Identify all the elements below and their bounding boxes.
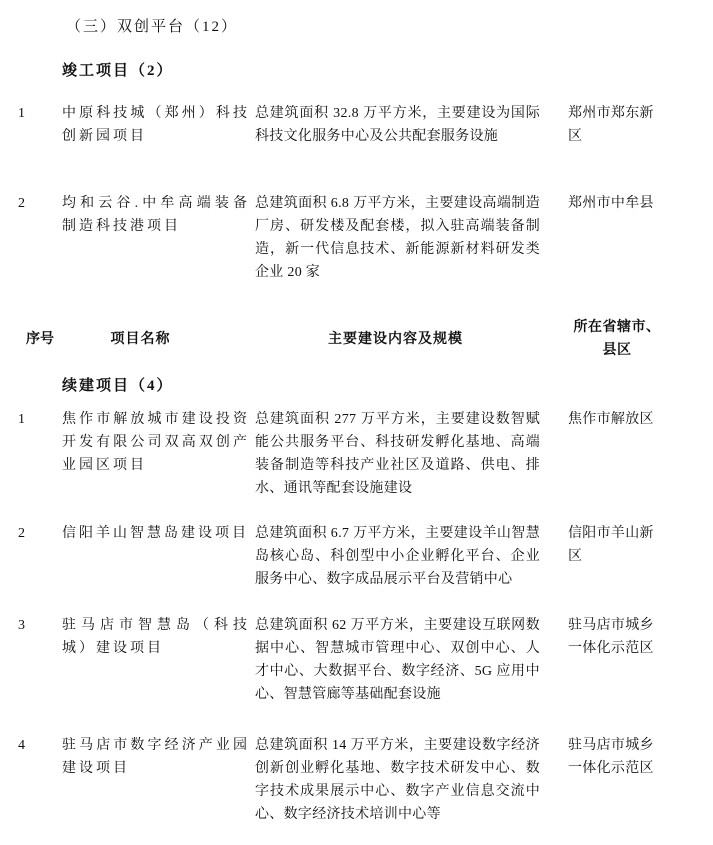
row-index: 4 — [18, 738, 25, 753]
header-location-line2: 县区 — [602, 343, 632, 358]
table-row — [18, 734, 713, 826]
project-content: 总建筑面积 6.7 万平方米，主要建设羊山智慧岛核心岛、科创型中小企业孵化平台、企业服务中心、数字成品展示平台及营销中心 — [255, 526, 540, 587]
table-row — [18, 614, 713, 706]
project-name: 驻马店市数字经济产业园建设项目 — [62, 738, 250, 776]
completed-projects-heading: 竣工项目（2） — [62, 63, 174, 79]
table-row — [18, 522, 713, 591]
project-content: 总建筑面积 62 万平方米，主要建设互联网数据中心、智慧城市管理中心、双创中心、人才中心、大数据平台、数字经济、5G 应用中心、智慧管廊等基础配套设施 — [255, 618, 540, 702]
header-location-line1: 所在省辖市、 — [573, 320, 661, 335]
continued-projects-heading: 续建项目（4） — [62, 378, 174, 394]
project-content: 总建筑面积 32.8 万平方米，主要建设为国际科技文化服务中心及公共配套服务设施 — [255, 106, 540, 144]
row-index: 3 — [18, 618, 25, 633]
row-index: 1 — [18, 412, 25, 427]
header-project-name: 项目名称 — [110, 331, 171, 347]
project-location: 焦作市解放区 — [568, 412, 654, 427]
row-index: 1 — [18, 106, 25, 121]
project-location: 郑州市郑东新区 — [568, 106, 654, 144]
table-header-row — [18, 316, 713, 362]
project-location: 郑州市中牟县 — [568, 196, 654, 211]
project-location: 驻马店市城乡一体化示范区 — [568, 738, 654, 776]
table-row — [18, 192, 713, 284]
table-row — [18, 408, 713, 500]
project-name: 信阳羊山智慧岛建设项目 — [62, 526, 249, 541]
project-name: 驻马店市智慧岛（科技城）建设项目 — [62, 618, 250, 656]
row-index: 2 — [18, 526, 25, 541]
project-content: 总建筑面积 6.8 万平方米，主要建设高端制造厂房、研发楼及配套楼，拟入驻高端装备制造，新一代信息技术、新能源新材料研发类企业 20 家 — [255, 196, 540, 280]
header-index: 序号 — [26, 331, 54, 347]
header-content: 主要建设内容及规模 — [328, 331, 463, 347]
project-location: 驻马店市城乡一体化示范区 — [568, 618, 654, 656]
project-name: 焦作市解放城市建设投资开发有限公司双高双创产业园区项目 — [62, 412, 250, 473]
project-content: 总建筑面积 277 万平方米，主要建设数智赋能公共服务平台、科技研发孵化基地、高端装备制造等科技产业社区及道路、供电、排水、通讯等配套设施建设 — [255, 412, 540, 496]
continued-projects-rows — [18, 408, 713, 826]
header-location — [568, 316, 666, 362]
section-heading: （三）双创平台（12） — [66, 19, 239, 35]
project-name: 均和云谷.中牟高端装备制造科技港项目 — [62, 196, 250, 234]
completed-projects-rows — [18, 102, 713, 284]
project-content: 总建筑面积 14 万平方米，主要建设数字经济创新创业孵化基地、数字技术研发中心、数字技术成果展示中心、数字产业信息交流中心、数字经济技术培训中心等 — [255, 738, 540, 822]
project-location: 信阳市羊山新区 — [568, 526, 654, 564]
project-name: 中原科技城（郑州）科技创新园项目 — [62, 106, 250, 144]
row-index: 2 — [18, 196, 25, 211]
table-row — [18, 102, 713, 148]
